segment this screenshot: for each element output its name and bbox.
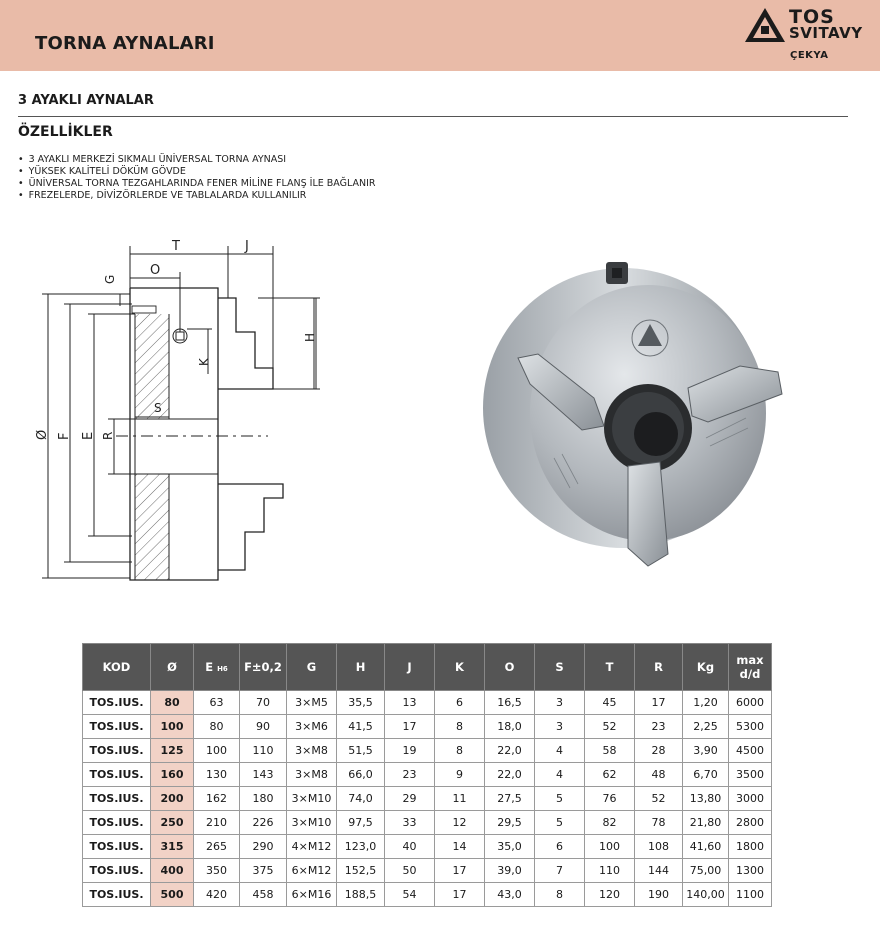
dim-label-f: F (57, 432, 72, 440)
feature-item: • 3 AYAKLI MERKEZİ SIKMALI ÜNİVERSAL TORNA AYNASI (18, 154, 376, 166)
col-header-o: O (485, 644, 535, 691)
cell-f: 226 (240, 811, 287, 835)
cell-s: 5 (535, 787, 585, 811)
cell-diameter: 315 (151, 835, 194, 859)
cell-f: 290 (240, 835, 287, 859)
cell-g: 3×M6 (287, 715, 337, 739)
section-title: 3 AYAKLI AYNALAR (18, 93, 154, 108)
col-header-kg: Kg (683, 644, 729, 691)
table-row (83, 691, 772, 715)
col-header-r: R (635, 644, 683, 691)
cell-r: 78 (635, 811, 683, 835)
cell-f: 180 (240, 787, 287, 811)
cell-s: 5 (535, 811, 585, 835)
cell-max-rpm: 4500 (729, 739, 772, 763)
cell-diameter: 200 (151, 787, 194, 811)
cell-max-rpm: 3000 (729, 787, 772, 811)
cell-r: 48 (635, 763, 683, 787)
cell-g: 3×M10 (287, 811, 337, 835)
specification-table (82, 643, 772, 907)
cell-diameter: 160 (151, 763, 194, 787)
cell-f: 375 (240, 859, 287, 883)
cell-g: 3×M8 (287, 763, 337, 787)
technical-drawing (28, 232, 317, 588)
col-header-k: K (435, 644, 485, 691)
cell-kg: 1,20 (683, 691, 729, 715)
cell-kod: TOS.IUS. (83, 763, 151, 787)
cell-max-rpm: 3500 (729, 763, 772, 787)
cell-k: 17 (435, 883, 485, 907)
cell-s: 3 (535, 715, 585, 739)
col-header-g: G (287, 644, 337, 691)
cell-o: 39,0 (485, 859, 535, 883)
cell-kg: 6,70 (683, 763, 729, 787)
cell-o: 29,5 (485, 811, 535, 835)
cell-e: 80 (194, 715, 240, 739)
cell-h: 41,5 (337, 715, 385, 739)
cell-kod: TOS.IUS. (83, 835, 151, 859)
cell-s: 4 (535, 739, 585, 763)
cell-max-rpm: 1300 (729, 859, 772, 883)
table-row (83, 715, 772, 739)
cell-k: 17 (435, 859, 485, 883)
cell-kod: TOS.IUS. (83, 859, 151, 883)
cell-j: 29 (385, 787, 435, 811)
cell-t: 100 (585, 835, 635, 859)
cell-t: 58 (585, 739, 635, 763)
dim-label-diameter: Ø (35, 429, 50, 440)
table-row (83, 811, 772, 835)
cell-g: 4×M12 (287, 835, 337, 859)
cell-o: 43,0 (485, 883, 535, 907)
cell-max-rpm: 1800 (729, 835, 772, 859)
cell-k: 8 (435, 715, 485, 739)
cell-r: 144 (635, 859, 683, 883)
cell-j: 23 (385, 763, 435, 787)
table-row (83, 859, 772, 883)
cell-e: 162 (194, 787, 240, 811)
cell-f: 458 (240, 883, 287, 907)
cell-diameter: 80 (151, 691, 194, 715)
cell-kg: 3,90 (683, 739, 729, 763)
cell-g: 3×M8 (287, 739, 337, 763)
features-title: ÖZELLİKLER (18, 124, 113, 140)
dim-label-r: R (101, 431, 115, 440)
cell-j: 19 (385, 739, 435, 763)
cell-r: 28 (635, 739, 683, 763)
cell-o: 16,5 (485, 691, 535, 715)
features-list (18, 154, 376, 202)
cell-diameter: 250 (151, 811, 194, 835)
cell-f: 143 (240, 763, 287, 787)
table-body (83, 691, 772, 907)
feature-item: • YÜKSEK KALİTELİ DÖKÜM GÖVDE (18, 166, 376, 178)
table-header-row (83, 644, 772, 691)
table-row (83, 787, 772, 811)
cell-o: 18,0 (485, 715, 535, 739)
cell-h: 152,5 (337, 859, 385, 883)
cell-s: 7 (535, 859, 585, 883)
cell-kg: 2,25 (683, 715, 729, 739)
feature-item: • ÜNİVERSAL TORNA TEZGAHLARINDA FENER MİLİNE FLANŞ İLE BAĞLANIR (18, 178, 376, 190)
cell-max-rpm: 5300 (729, 715, 772, 739)
cell-t: 110 (585, 859, 635, 883)
cell-g: 3×M10 (287, 787, 337, 811)
cell-max-rpm: 2800 (729, 811, 772, 835)
cell-kod: TOS.IUS. (83, 787, 151, 811)
cell-diameter: 125 (151, 739, 194, 763)
cell-h: 123,0 (337, 835, 385, 859)
cell-o: 22,0 (485, 763, 535, 787)
cell-h: 35,5 (337, 691, 385, 715)
cell-e: 130 (194, 763, 240, 787)
cell-h: 97,5 (337, 811, 385, 835)
cell-f: 90 (240, 715, 287, 739)
cell-s: 8 (535, 883, 585, 907)
col-header-diameter: Ø (151, 644, 194, 691)
cell-h: 188,5 (337, 883, 385, 907)
cell-r: 190 (635, 883, 683, 907)
dim-label-t: T (172, 239, 180, 254)
logo-country: ÇEKYA (790, 50, 829, 61)
cell-t: 52 (585, 715, 635, 739)
cell-j: 54 (385, 883, 435, 907)
cell-e: 100 (194, 739, 240, 763)
col-header-kod: KOD (83, 644, 151, 691)
dim-label-j: J (245, 239, 249, 254)
col-header-t: T (585, 644, 635, 691)
dim-label-h: H (303, 332, 317, 342)
cell-j: 13 (385, 691, 435, 715)
cell-t: 82 (585, 811, 635, 835)
col-header-max-rpm: max d/d (729, 644, 772, 691)
col-header-s: S (535, 644, 585, 691)
cell-t: 62 (585, 763, 635, 787)
logo-text-svitavy: SVITAVY (789, 24, 863, 42)
page-header (0, 0, 880, 71)
logo-text-tos: TOS (789, 6, 835, 28)
cell-diameter: 400 (151, 859, 194, 883)
cell-o: 27,5 (485, 787, 535, 811)
cell-h: 66,0 (337, 763, 385, 787)
dim-label-e: E (81, 431, 96, 440)
dim-label-s: S (154, 401, 162, 415)
cell-max-rpm: 6000 (729, 691, 772, 715)
table-row (83, 883, 772, 907)
feature-item: • FREZELERDE, DİVİZÖRLERDE VE TABLALARDA KULLANILIR (18, 190, 376, 202)
cell-e: 265 (194, 835, 240, 859)
cell-kg: 140,00 (683, 883, 729, 907)
cell-o: 35,0 (485, 835, 535, 859)
col-header-h: H (337, 644, 385, 691)
cell-t: 45 (585, 691, 635, 715)
cell-f: 110 (240, 739, 287, 763)
cell-k: 11 (435, 787, 485, 811)
cell-kod: TOS.IUS. (83, 691, 151, 715)
table-row (83, 739, 772, 763)
cell-diameter: 500 (151, 883, 194, 907)
cell-h: 74,0 (337, 787, 385, 811)
table-row (83, 835, 772, 859)
cell-g: 3×M5 (287, 691, 337, 715)
cell-h: 51,5 (337, 739, 385, 763)
cell-k: 9 (435, 763, 485, 787)
cell-kod: TOS.IUS. (83, 811, 151, 835)
cell-diameter: 100 (151, 715, 194, 739)
col-header-f: F±0,2 (240, 644, 287, 691)
cell-e: 420 (194, 883, 240, 907)
cell-g: 6×M12 (287, 859, 337, 883)
cell-kod: TOS.IUS. (83, 715, 151, 739)
page-title: TORNA AYNALARI (35, 33, 215, 54)
cell-s: 3 (535, 691, 585, 715)
cell-kod: TOS.IUS. (83, 739, 151, 763)
dim-label-k: K (197, 358, 211, 366)
cell-j: 33 (385, 811, 435, 835)
cell-s: 6 (535, 835, 585, 859)
cell-r: 108 (635, 835, 683, 859)
tos-logo (742, 6, 880, 66)
cell-e: 63 (194, 691, 240, 715)
section-divider (18, 116, 848, 117)
cell-kg: 41,60 (683, 835, 729, 859)
table-row (83, 763, 772, 787)
cell-kg: 21,80 (683, 811, 729, 835)
col-header-j: J (385, 644, 435, 691)
cell-t: 76 (585, 787, 635, 811)
cell-max-rpm: 1100 (729, 883, 772, 907)
dim-label-o: O (150, 263, 161, 278)
cell-r: 23 (635, 715, 683, 739)
cell-r: 17 (635, 691, 683, 715)
cell-j: 17 (385, 715, 435, 739)
cell-j: 40 (385, 835, 435, 859)
cell-k: 12 (435, 811, 485, 835)
cell-kod: TOS.IUS. (83, 883, 151, 907)
cell-j: 50 (385, 859, 435, 883)
cell-e: 350 (194, 859, 240, 883)
cell-f: 70 (240, 691, 287, 715)
chuck-photo (478, 248, 788, 566)
dim-label-g: G (103, 274, 117, 284)
cell-o: 22,0 (485, 739, 535, 763)
cell-t: 120 (585, 883, 635, 907)
cell-k: 14 (435, 835, 485, 859)
cell-e: 210 (194, 811, 240, 835)
cell-kg: 75,00 (683, 859, 729, 883)
cell-k: 8 (435, 739, 485, 763)
cell-s: 4 (535, 763, 585, 787)
cell-k: 6 (435, 691, 485, 715)
cell-g: 6×M16 (287, 883, 337, 907)
col-header-e: E H6 (194, 644, 240, 691)
cell-kg: 13,80 (683, 787, 729, 811)
tos-triangle-icon (744, 7, 786, 43)
cell-r: 52 (635, 787, 683, 811)
